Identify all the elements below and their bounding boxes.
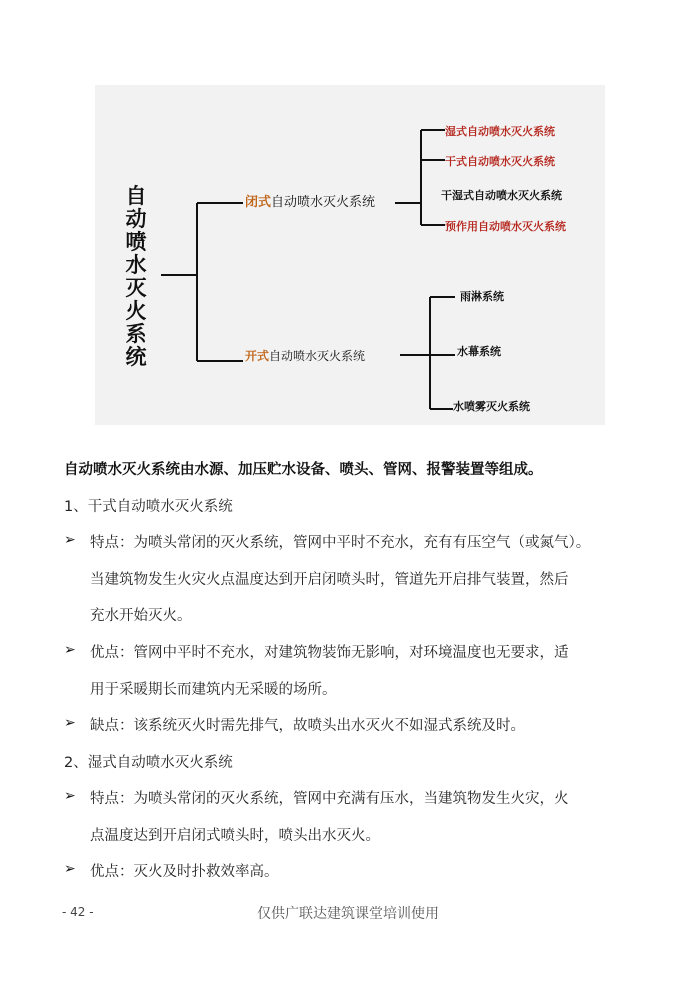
root-char: 统: [125, 345, 147, 369]
closed-label: 自动喷水灭火系统: [271, 195, 376, 210]
bullet-arrow-icon: ➢: [64, 715, 76, 731]
root-char: 火: [125, 299, 147, 323]
dry-disadvantages-line-1: 缺点：该系统灭火时需先排气，故喷头出水灭火不如湿式系统及时。: [90, 718, 525, 734]
root-char: 自: [125, 184, 147, 208]
classification-diagram: [95, 85, 605, 425]
closed-prefix: 闭式: [245, 195, 272, 210]
closed-system-node: [245, 191, 375, 210]
diagram-root-title: [121, 185, 151, 369]
intro-paragraph: 自动喷水灭火系统由水源、加压贮水设备、喷头、管网、报警装置等组成。: [64, 462, 543, 478]
dry-features-line-2: 当建筑物发生火灾火点温度达到开启闭喷头时，管道先开启排气装置，然后: [90, 572, 569, 588]
root-char: 灭: [125, 276, 147, 300]
open-child-water-spray: 水喷雾灭火系统: [453, 400, 530, 413]
section-heading-dry: 1、干式自动喷水灭火系统: [64, 499, 233, 515]
open-child-deluge: 雨淋系统: [460, 290, 504, 303]
child-label: 干湿式自动喷水灭火系统: [441, 189, 562, 202]
dry-features-line-1: 特点：为喷头常闭的灭火系统，管网中平时不充水，充有有压空气（或氮气）。: [90, 535, 591, 551]
root-char: 动: [125, 207, 147, 231]
bullet-arrow-icon: ➢: [64, 642, 76, 658]
footer-note: 仅供广联达建筑课堂培训使用: [257, 906, 439, 922]
bullet-arrow-icon: ➢: [64, 532, 76, 548]
closed-child-preaction: [445, 218, 566, 234]
child-prefix: 湿式: [445, 125, 467, 138]
dry-advantages-line-2: 用于采暖期长而建筑内无采暖的场所。: [90, 682, 337, 698]
bullet-arrow-icon: ➢: [64, 861, 76, 877]
open-system-node: [245, 347, 365, 364]
child-label: 自动喷水灭火系统: [467, 155, 555, 168]
wet-advantages-line-1: 优点：灭火及时扑救效率高。: [90, 864, 279, 880]
open-prefix: 开式: [245, 349, 270, 363]
root-char: 喷: [125, 230, 147, 254]
root-char: 系: [125, 322, 147, 346]
closed-child-dry-wet: [441, 187, 562, 203]
open-label: 自动喷水灭火系统: [269, 349, 366, 363]
child-prefix: 干式: [445, 155, 467, 168]
closed-child-dry: [445, 153, 555, 169]
child-label: 自动喷水灭火系统: [478, 220, 566, 233]
dry-features-line-3: 充水开始灭火。: [90, 608, 192, 624]
child-prefix: 预作用: [445, 220, 478, 233]
open-child-water-curtain: 水幕系统: [457, 345, 501, 358]
dry-advantages-line-1: 优点：管网中平时不充水，对建筑物装饰无影响，对环境温度也无要求，适: [90, 645, 569, 661]
section-heading-wet: 2、湿式自动喷水灭火系统: [64, 755, 233, 771]
child-label: 自动喷水灭火系统: [467, 125, 555, 138]
page-number: - 42 -: [62, 905, 94, 919]
closed-child-wet: [445, 123, 555, 139]
bullet-arrow-icon: ➢: [64, 788, 76, 804]
wet-features-line-2: 点温度达到开启闭式喷头时，喷头出水灭火。: [90, 828, 380, 844]
wet-features-line-1: 特点：为喷头常闭的灭火系统，管网中充满有压水，当建筑物发生火灾，火: [90, 791, 569, 807]
root-char: 水: [125, 253, 147, 277]
